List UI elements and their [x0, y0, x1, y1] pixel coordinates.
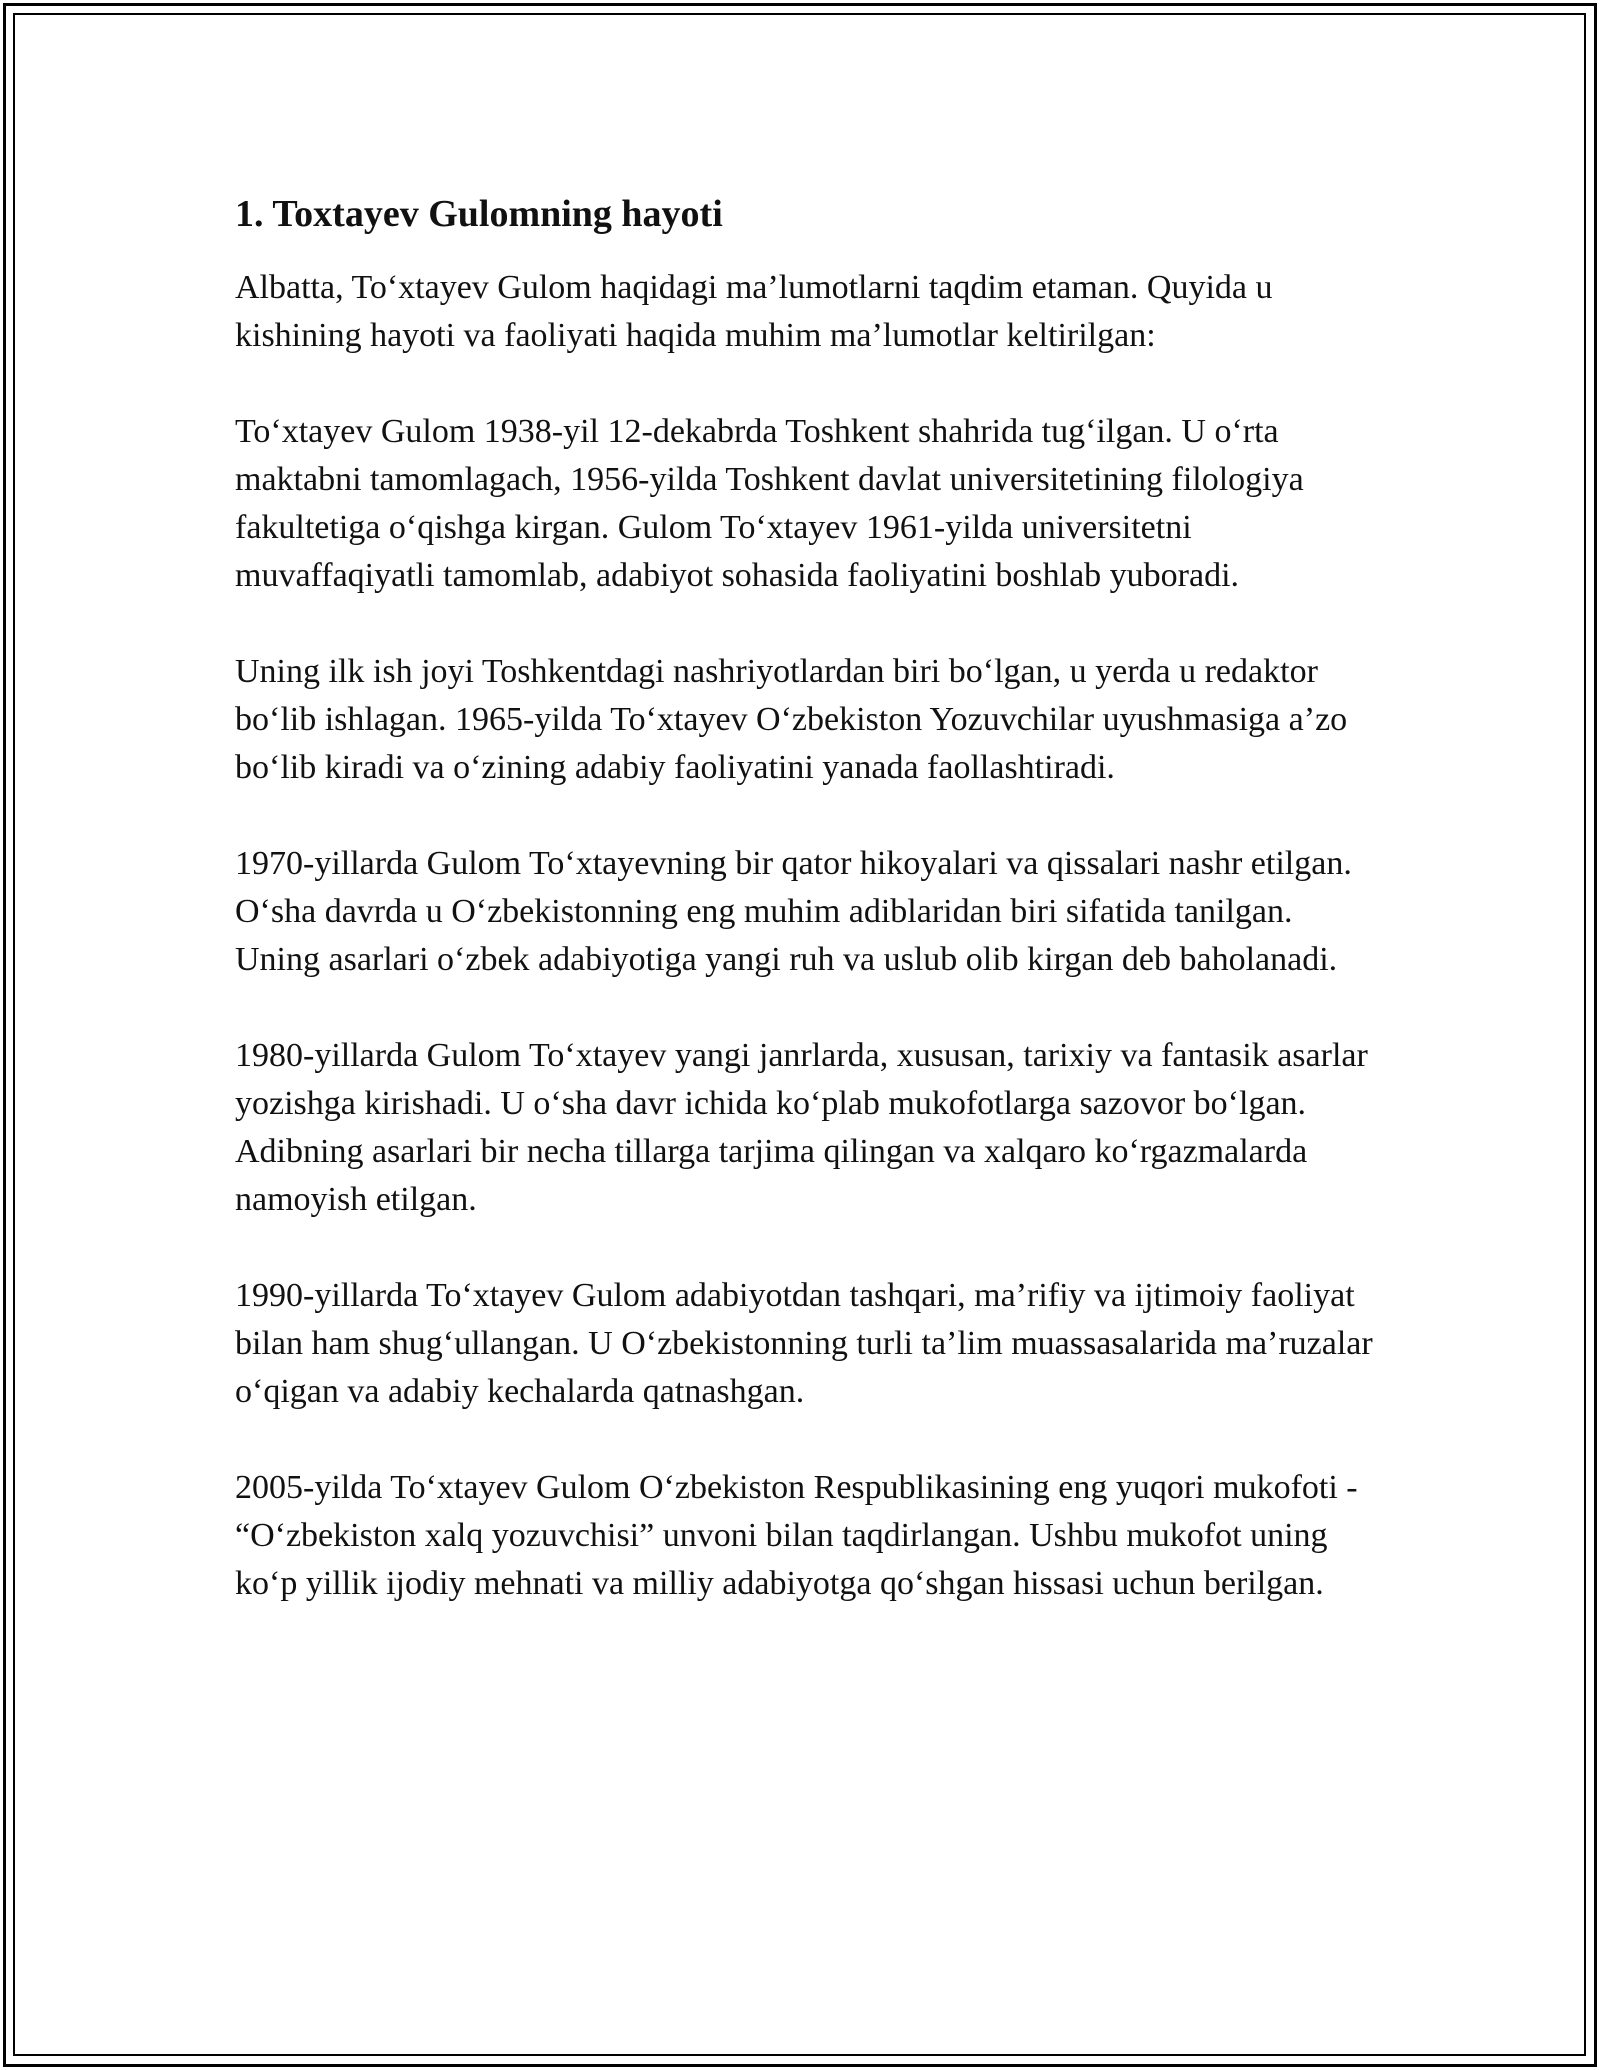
section-heading: 1. Toxtayev Gulomning hayoti — [235, 193, 723, 235]
paragraph-1980s: 1980-yillarda Gulom To‘xtayev yangi janrlarda, xususan, tarixiy va fantasik asarlar yozishga kirishadi. U o‘sha davr ichida ko‘plab mukofotlarga sazovor bo‘lgan. Adibning asarlari bir necha tillarga tarjima qilingan va xalqaro ko‘rgazmalarda namoyish etilgan. — [235, 1037, 1368, 1218]
paragraph-1990s: 1990-yillarda To‘xtayev Gulom adabiyotdan tashqari, ma’rifiy va ijtimoiy faoliyat bilan ham shug‘ullangan. U O‘zbekistonning turli ta’lim muassasalarida ma’ruzalar o‘qigan va adabiy kechalarda qatnashgan. — [235, 1277, 1373, 1410]
paragraph-intro: Albatta, To‘xtayev Gulom haqidagi ma’lumotlarni taqdim etaman. Quyida u kishining hayoti va faoliyati haqida muhim ma’lumotlar keltirilgan: — [235, 269, 1273, 354]
document-body — [235, 188, 1375, 1608]
paragraph-birth-education: To‘xtayev Gulom 1938-yil 12-dekabrda Toshkent shahrida tug‘ilgan. U o‘rta maktabni tamomlagach, 1956-yilda Toshkent davlat universitetining filologiya fakultetiga o‘qishga kirgan. Gulom To‘xtayev 1961-yilda universitetni muvaffaqiyatli tamomlab, adabiyot sohasida faoliyatini boshlab yuboradi. — [235, 413, 1304, 594]
paragraph-1970s: 1970-yillarda Gulom To‘xtayevning bir qator hikoyalari va qissalari nashr etilgan. O‘sha davrda u O‘zbekistonning eng muhim adiblaridan biri sifatida tanilgan. Uning asarlari o‘zbek adabiyotiga yangi ruh va uslub olib kirgan deb baholanadi. — [235, 845, 1352, 978]
paragraph-2005-award: 2005-yilda To‘xtayev Gulom O‘zbekiston Respublikasining eng yuqori mukofoti - “O‘zbekiston xalq yozuvchisi” unvoni bilan taqdirlangan. Ushbu mukofot uning ko‘p yillik ijodiy mehnati va milliy adabiyotga qo‘shgan hissasi uchun berilgan. — [235, 1469, 1358, 1602]
paragraph-first-job: Uning ilk ish joyi Toshkentdagi nashriyotlardan biri bo‘lgan, u yerda u redaktor bo‘lib ishlagan. 1965-yilda To‘xtayev O‘zbekiston Yozuvchilar uyushmasiga a’zo bo‘lib kiradi va o‘zining adabiy faoliyatini yanada faollashtiradi. — [235, 653, 1348, 786]
